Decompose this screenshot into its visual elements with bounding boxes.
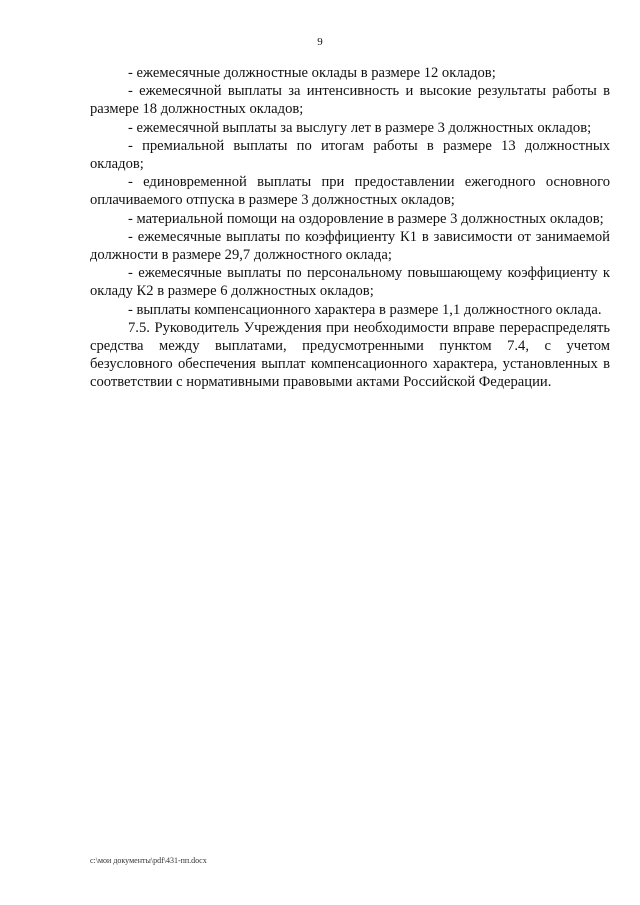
- clause-7-5: 7.5. Руководитель Учреждения при необходимости вправе перераспределять средства между выплатами, предусмотренными пунктом 7.4, с учетом безусловного обеспечения выплат компенсационного характера, установленных в соответствии с нормативными правовыми актами Российской Федерации.: [90, 319, 610, 391]
- list-item-k1-coefficient: - ежемесячные выплаты по коэффициенту К1 в зависимости от занимаемой должности в размере 29,7 должностного оклада;: [90, 228, 610, 264]
- list-item-vacation-payment: - единовременной выплаты при предоставлении ежегодного основного оплачиваемого отпуска в размере 3 должностных окладов;: [90, 174, 610, 209]
- list-item-k2-coefficient: - ежемесячные выплаты по персональному повышающему коэффициенту к окладу К2 в размере 6 должностных окладов;: [90, 265, 610, 300]
- list-item-monthly-salaries: - ежемесячные должностные оклады в размере 12 окладов;: [128, 65, 496, 81]
- footer-file-path: c:\мои документы\pdf\431-пп.docx: [90, 856, 207, 865]
- list-item-bonus-payment: - премиальной выплаты по итогам работы в размере 13 должностных окладов;: [90, 137, 610, 173]
- list-item-compensation-payment: - выплаты компенсационного характера в размере 1,1 должностного оклада.: [128, 301, 602, 318]
- list-item-intensity-payment: - ежемесячной выплаты за интенсивность и высокие результаты работы в размере 18 должностных окладов;: [90, 83, 610, 118]
- document-body: [90, 64, 610, 392]
- list-item-seniority-payment: - ежемесячной выплаты за выслугу лет в размере 3 должностных окладов;: [128, 119, 592, 136]
- page-number: 9: [317, 36, 323, 48]
- list-item-health-aid: - материальной помощи на оздоровление в размере 3 должностных окладов;: [128, 210, 604, 227]
